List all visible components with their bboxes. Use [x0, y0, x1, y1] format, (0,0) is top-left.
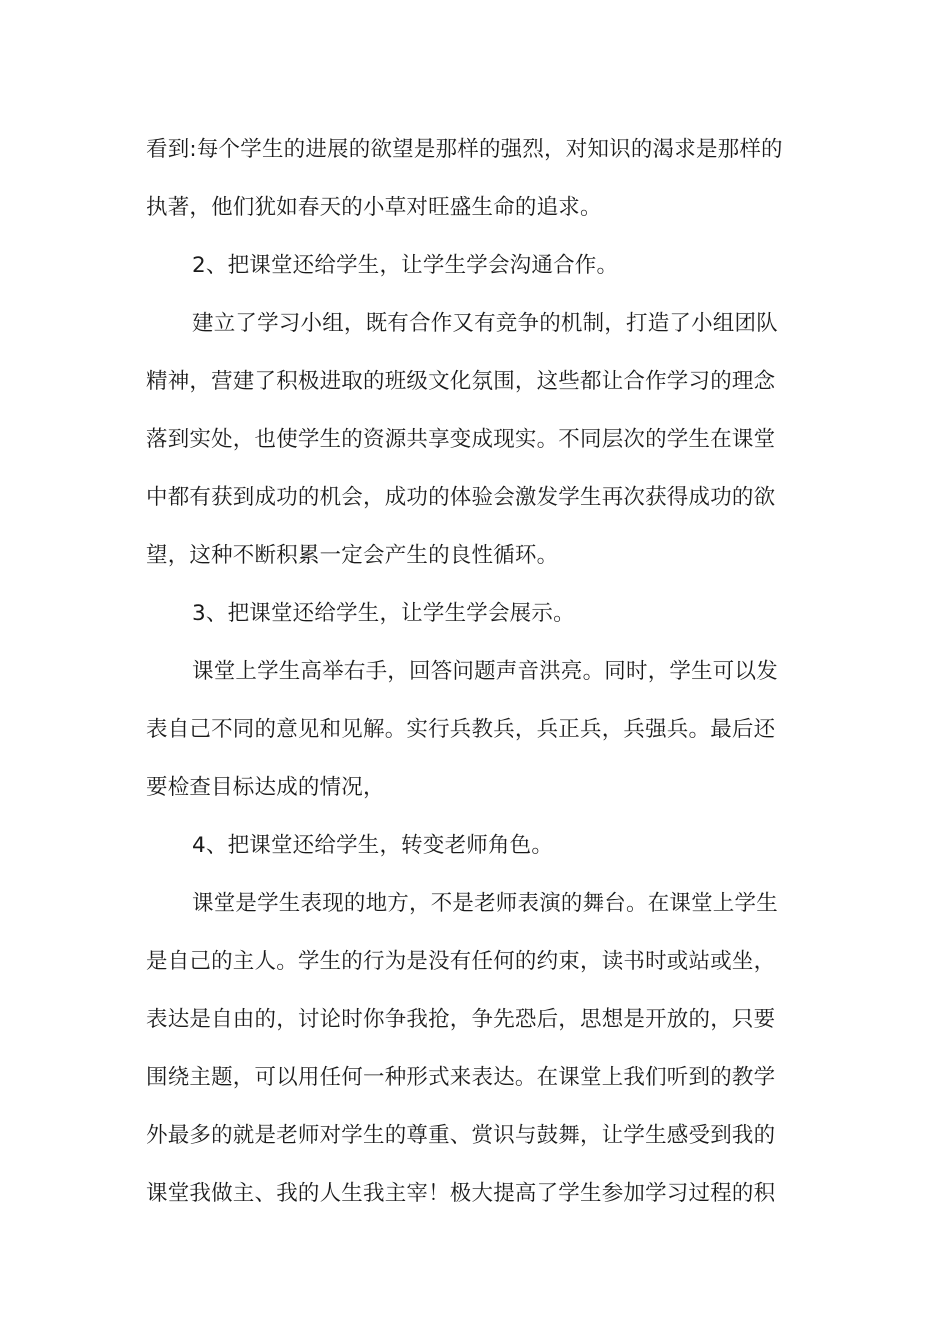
text-line: 表自己不同的意见和见解。实行兵教兵，兵正兵，兵强兵。最后还	[146, 717, 776, 742]
text-line: 望，这种不断积累一定会产生的良性循环。	[146, 543, 559, 568]
text-line: 中都有获到成功的机会，成功的体验会激发学生再次获得成功的欲	[146, 485, 776, 510]
text-line: 课堂我做主、我的人生我主宰！极大提高了学生参加学习过程的积	[146, 1181, 776, 1206]
text-line: 课堂是学生表现的地方，不是老师表演的舞台。在课堂上学生	[192, 891, 778, 916]
text-line: 建立了学习小组，既有合作又有竞争的机制，打造了小组团队	[192, 311, 778, 336]
text-line: 围绕主题，可以用任何一种形式来表达。在课堂上我们听到的教学	[146, 1065, 776, 1090]
text-line: 执著，他们犹如春天的小草对旺盛生命的追求。	[146, 195, 602, 220]
text-line: 要检查目标达成的情况，	[146, 775, 385, 800]
text-line: 表达是自由的，讨论时你争我抢，争先恐后，思想是开放的，只要	[146, 1007, 776, 1032]
text-line: 是自己的主人。学生的行为是没有任何的约束，读书时或站或坐，	[146, 949, 776, 974]
section-heading: 4、把课堂还给学生，转变老师角色。	[192, 833, 554, 858]
text-line: 看到:每个学生的进展的欲望是那样的强烈，对知识的渴求是那样的	[146, 137, 783, 162]
section-heading: 2、把课堂还给学生，让学生学会沟通合作。	[192, 253, 619, 278]
section-heading: 3、把课堂还给学生，让学生学会展示。	[192, 601, 575, 626]
text-line: 落到实处，也使学生的资源共享变成现实。不同层次的学生在课堂	[146, 427, 776, 452]
text-line: 课堂上学生高举右手，回答问题声音洪亮。同时，学生可以发	[192, 659, 778, 684]
text-line: 外最多的就是老师对学生的尊重、赏识与鼓舞，让学生感受到我的	[146, 1123, 776, 1148]
text-line: 精神，营建了积极进取的班级文化氛围，这些都让合作学习的理念	[146, 369, 776, 394]
